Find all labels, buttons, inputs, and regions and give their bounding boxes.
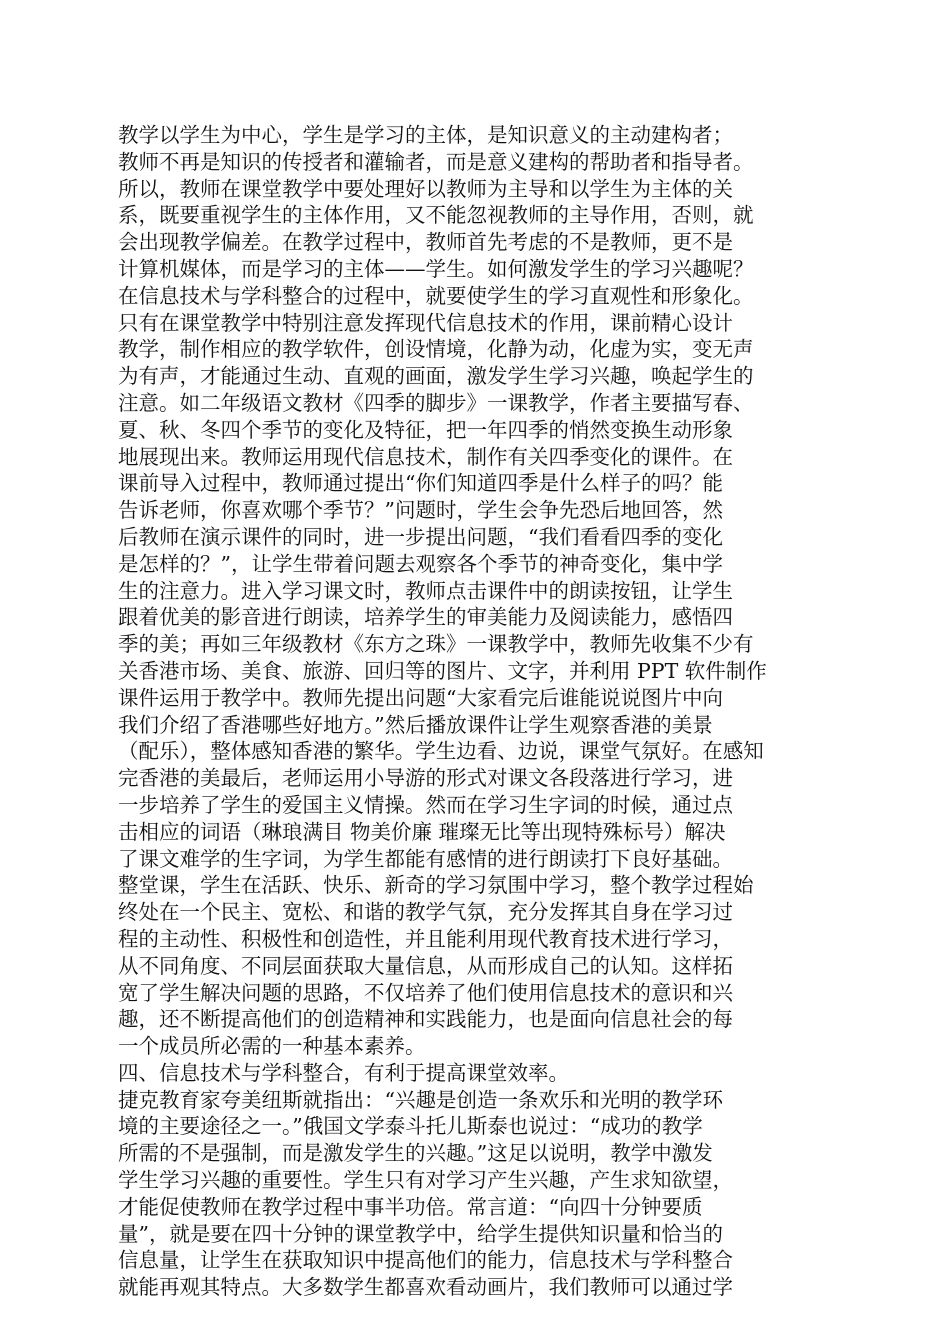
text-line: 季的美；再如三年级教材《东方之珠》一课教学中，教师先收集不少有 (118, 632, 754, 657)
text-line: 从不同角度、不同层面获取大量信息，从而形成自己的认知。这样拓 (118, 953, 733, 978)
text-line: 告诉老师，你喜欢哪个季节？”问题时，学生会争先恐后地回答，然 (118, 498, 723, 523)
text-line: 我们介绍了香港哪些好地方。”然后播放课件让学生观察香港的美景 (118, 712, 713, 737)
text-line: 教学以学生为中心，学生是学习的主体，是知识意义的主动建构者； (118, 123, 733, 147)
text-line: 注意。如二年级语文教材《四季的脚步》一课教学，作者主要描写春、 (118, 390, 754, 415)
text-line: 课件运用于教学中。教师先提出问题“大家看完后谁能说说图片中向 (118, 685, 723, 710)
text-line: 教学，制作相应的教学软件，创设情境，化静为动，化虚为实，变无声 (118, 337, 754, 362)
text-line: 会出现教学偏差。在教学过程中，教师首先考虑的不是教师，更不是 (118, 230, 733, 255)
text-line: 课前导入过程中，教师通过提出“你们知道四季是什么样子的吗？能 (118, 471, 723, 496)
text-line: 教师不再是知识的传授者和灌输者，而是意义建构的帮助者和指导者。 (118, 149, 754, 174)
text-line: 所以，教师在课堂教学中要处理好以教师为主导和以学生为主体的关 (118, 176, 733, 201)
text-line: 学生学习兴趣的重要性。学生只有对学习产生兴趣，产生求知欲望， (118, 1168, 733, 1193)
text-line: 宽了学生解决问题的思路，不仅培养了他们使用信息技术的意识和兴 (118, 980, 733, 1005)
text-line: 四、信息技术与学科整合，有利于提高课堂效率。 (118, 1060, 569, 1085)
text-line: 后教师在演示课件的同时，进一步提出问题，“我们看看四季的变化 (118, 524, 723, 549)
text-line: 终处在一个民主、宽松、和谐的教学气氛，充分发挥其自身在学习过 (118, 900, 733, 925)
text-line: 系，既要重视学生的主体作用，又不能忽视教师的主导作用，否则，就 (118, 203, 754, 228)
text-line: 程的主动性、积极性和创造性，并且能利用现代教育技术进行学习， (118, 926, 733, 951)
text-line: 为有声，才能通过生动、直观的画面，激发学生学习兴趣，唤起学生的 (118, 364, 754, 389)
text-line: 夏、秋、冬四个季节的变化及特征，把一年四季的悄然变换生动形象 (118, 417, 733, 442)
text-line: 趣，还不断提高他们的创造精神和实践能力，也是面向信息社会的每 (118, 1007, 733, 1032)
text-line: 击相应的词语（琳琅满目 物美价廉 璀璨无比等出现特殊标号）解决 (118, 819, 726, 844)
text-line: 整堂课，学生在活跃、快乐、新奇的学习氛围中学习，整个教学过程始 (118, 873, 754, 898)
text-line: 就能再观其特点。大多数学生都喜欢看动画片，我们教师可以通过学 (118, 1275, 733, 1300)
text-line: 一个成员所必需的一种基本素养。 (118, 1034, 426, 1059)
text-line: 生的注意力。进入学习课文时，教师点击课件中的朗读按钮，让学生 (118, 578, 733, 603)
text-line: 才能促使教师在教学过程中事半功倍。常言道：“向四十分钟要质 (118, 1194, 703, 1219)
text-line: 一步培养了学生的爱国主义情操。然而在学习生字词的时候，通过点 (118, 792, 733, 817)
text-line: 了课文难学的生字词，为学生都能有感情的进行朗读打下良好基础。 (118, 846, 733, 871)
text-line: 在信息技术与学科整合的过程中，就要使学生的学习直观性和形象化。 (118, 283, 754, 308)
text-line: 完香港的美最后，老师运用小导游的形式对课文各段落进行学习，进 (118, 766, 733, 791)
text-line: 关香港市场、美食、旅游、回归等的图片、文字，并利用 PPT 软件制作 (118, 658, 767, 683)
text-line: 量”，就是要在四十分钟的课堂教学中，给学生提供知识量和恰当的 (118, 1221, 723, 1246)
text-line: 是怎样的？”，让学生带着问题去观察各个季节的神奇变化，集中学 (118, 551, 723, 576)
body-text (118, 122, 830, 1301)
text-line: （配乐），整体感知香港的繁华。学生边看、边说，课堂气氛好。在感知 (118, 739, 764, 764)
text-line: 跟着优美的影音进行朗读，培养学生的审美能力及阅读能力，感悟四 (118, 605, 733, 630)
text-line: 计算机媒体，而是学习的主体——学生。如何激发学生的学习兴趣呢？ (118, 256, 754, 281)
text-line: 地展现出来。教师运用现代信息技术，制作有关四季变化的课件。在 (118, 444, 733, 469)
text-line: 所需的不是强制，而是激发学生的兴趣。”这足以说明，教学中激发 (118, 1141, 713, 1166)
text-line: 境的主要途径之一。”俄国文学泰斗托儿斯泰也说过：“成功的教学 (118, 1114, 703, 1139)
text-line: 信息量，让学生在获取知识中提高他们的能力，信息技术与学科整合 (118, 1248, 733, 1273)
text-line: 只有在课堂教学中特别注意发挥现代信息技术的作用，课前精心设计 (118, 310, 733, 335)
text-line: 捷克教育家夸美纽斯就指出：“兴趣是创造一条欢乐和光明的教学环 (118, 1087, 723, 1112)
